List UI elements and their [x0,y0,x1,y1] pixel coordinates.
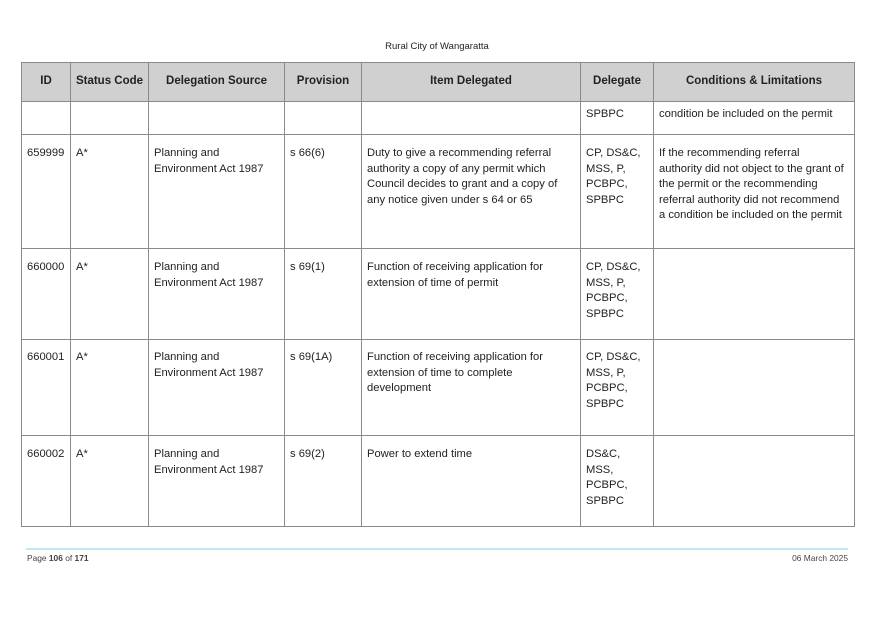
column-header-status-code: Status Code [71,63,149,102]
delegate-line: SPBPC [586,494,624,507]
delegate-line: DS&C, [586,448,621,460]
continuation-row [22,102,855,135]
delegate-line: PCBPC, [586,178,628,191]
cell-item [362,135,581,249]
delegate-line: MSS, P, [586,162,626,175]
delegation-table [21,62,855,527]
source-line: Environment Act 1987 [154,162,264,175]
cell-item [362,436,581,527]
cell-id: 659999 [22,135,71,249]
page-prefix: Page [27,553,47,563]
cell-source [149,135,285,249]
item-line: development [367,382,432,395]
source-line: Environment Act 1987 [154,276,264,289]
document-header: Rural City of Wangaratta [385,41,489,52]
item-line: extension of time of permit [367,276,499,289]
cell-provision: s 66(6) [285,135,362,249]
cell-conditions [654,249,855,340]
cell-id: 660001 [22,340,71,436]
conditions-line: If the recommending referral [659,147,800,159]
item-line: extension of time to complete [367,366,513,379]
column-header-delegation-source: Delegation Source [149,63,285,102]
delegate-line: MSS, P, [586,366,626,379]
cell-provision: s 69(1A) [285,340,362,436]
item-line: Duty to give a recommending referral [367,147,552,159]
delegate-line: MSS, [586,463,614,476]
page-total: 171 [74,553,89,563]
table-row [22,249,855,340]
delegate-line: SPBPC [586,307,624,320]
cell-source [149,249,285,340]
cell-provision [285,102,362,135]
delegate-line: PCBPC, [586,479,628,492]
conditions-line: referral authority did not recommend [659,193,840,206]
column-header-item-delegated: Item Delegated [362,63,581,102]
cell-status: A* [71,249,149,340]
source-line: Planning and [154,147,220,159]
footer-date: 06 March 2025 [792,553,848,563]
source-line: Environment Act 1987 [154,366,264,379]
item-line: Function of receiving application for [367,351,543,363]
item-line: Function of receiving application for [367,261,543,273]
cell-source [149,102,285,135]
item-line: authority a copy of any permit which [367,162,546,175]
cell-status: A* [71,340,149,436]
source-line: Planning and [154,351,220,363]
conditions-line: condition be included on the permit [659,108,833,120]
conditions-line: authority did not object to the grant of [659,162,844,175]
page-current: 106 [48,553,63,563]
source-line: Planning and [154,261,220,273]
table-row [22,436,855,527]
cell-item [362,340,581,436]
cell-status [71,102,149,135]
cell-id: 660000 [22,249,71,340]
delegate-line: PCBPC, [586,382,628,395]
cell-delegate [581,102,654,135]
delegate-line: SPBPC [586,193,624,206]
table-row [22,340,855,436]
cell-source [149,340,285,436]
item-line: Power to extend time [367,448,473,460]
cell-provision: s 69(1) [285,249,362,340]
table-row [22,135,855,249]
page-of: of [65,553,73,563]
cell-id [22,102,71,135]
delegate-line: SPBPC [586,108,624,120]
delegate-line: PCBPC, [586,292,628,305]
item-line: any notice given under s 64 or 65 [367,193,533,206]
cell-id: 660002 [22,436,71,527]
page-number [27,553,89,563]
item-line: Council decides to grant and a copy of [367,178,558,191]
delegate-line: CP, DS&C, [586,261,641,273]
cell-item [362,102,581,135]
delegate-line: SPBPC [586,397,624,410]
cell-item [362,249,581,340]
cell-conditions [654,340,855,436]
table-header-row [22,63,855,102]
footer-divider [26,548,848,550]
conditions-line: a condition be included on the permit [659,209,842,222]
cell-status: A* [71,436,149,527]
cell-conditions [654,135,855,249]
column-header-id: ID [22,63,71,102]
cell-delegate [581,436,654,527]
delegate-line: CP, DS&C, [586,351,641,363]
cell-delegate [581,135,654,249]
cell-delegate [581,249,654,340]
column-header-delegate: Delegate [581,63,654,102]
source-line: Environment Act 1987 [154,463,264,476]
cell-provision: s 69(2) [285,436,362,527]
cell-conditions [654,102,855,135]
delegate-line: CP, DS&C, [586,147,641,159]
conditions-line: the permit or the recommending [659,178,818,191]
source-line: Planning and [154,448,220,460]
column-header-provision: Provision [285,63,362,102]
cell-conditions [654,436,855,527]
cell-status: A* [71,135,149,249]
column-header-conditions: Conditions & Limitations [654,63,855,102]
cell-source [149,436,285,527]
delegate-line: MSS, P, [586,276,626,289]
cell-delegate [581,340,654,436]
